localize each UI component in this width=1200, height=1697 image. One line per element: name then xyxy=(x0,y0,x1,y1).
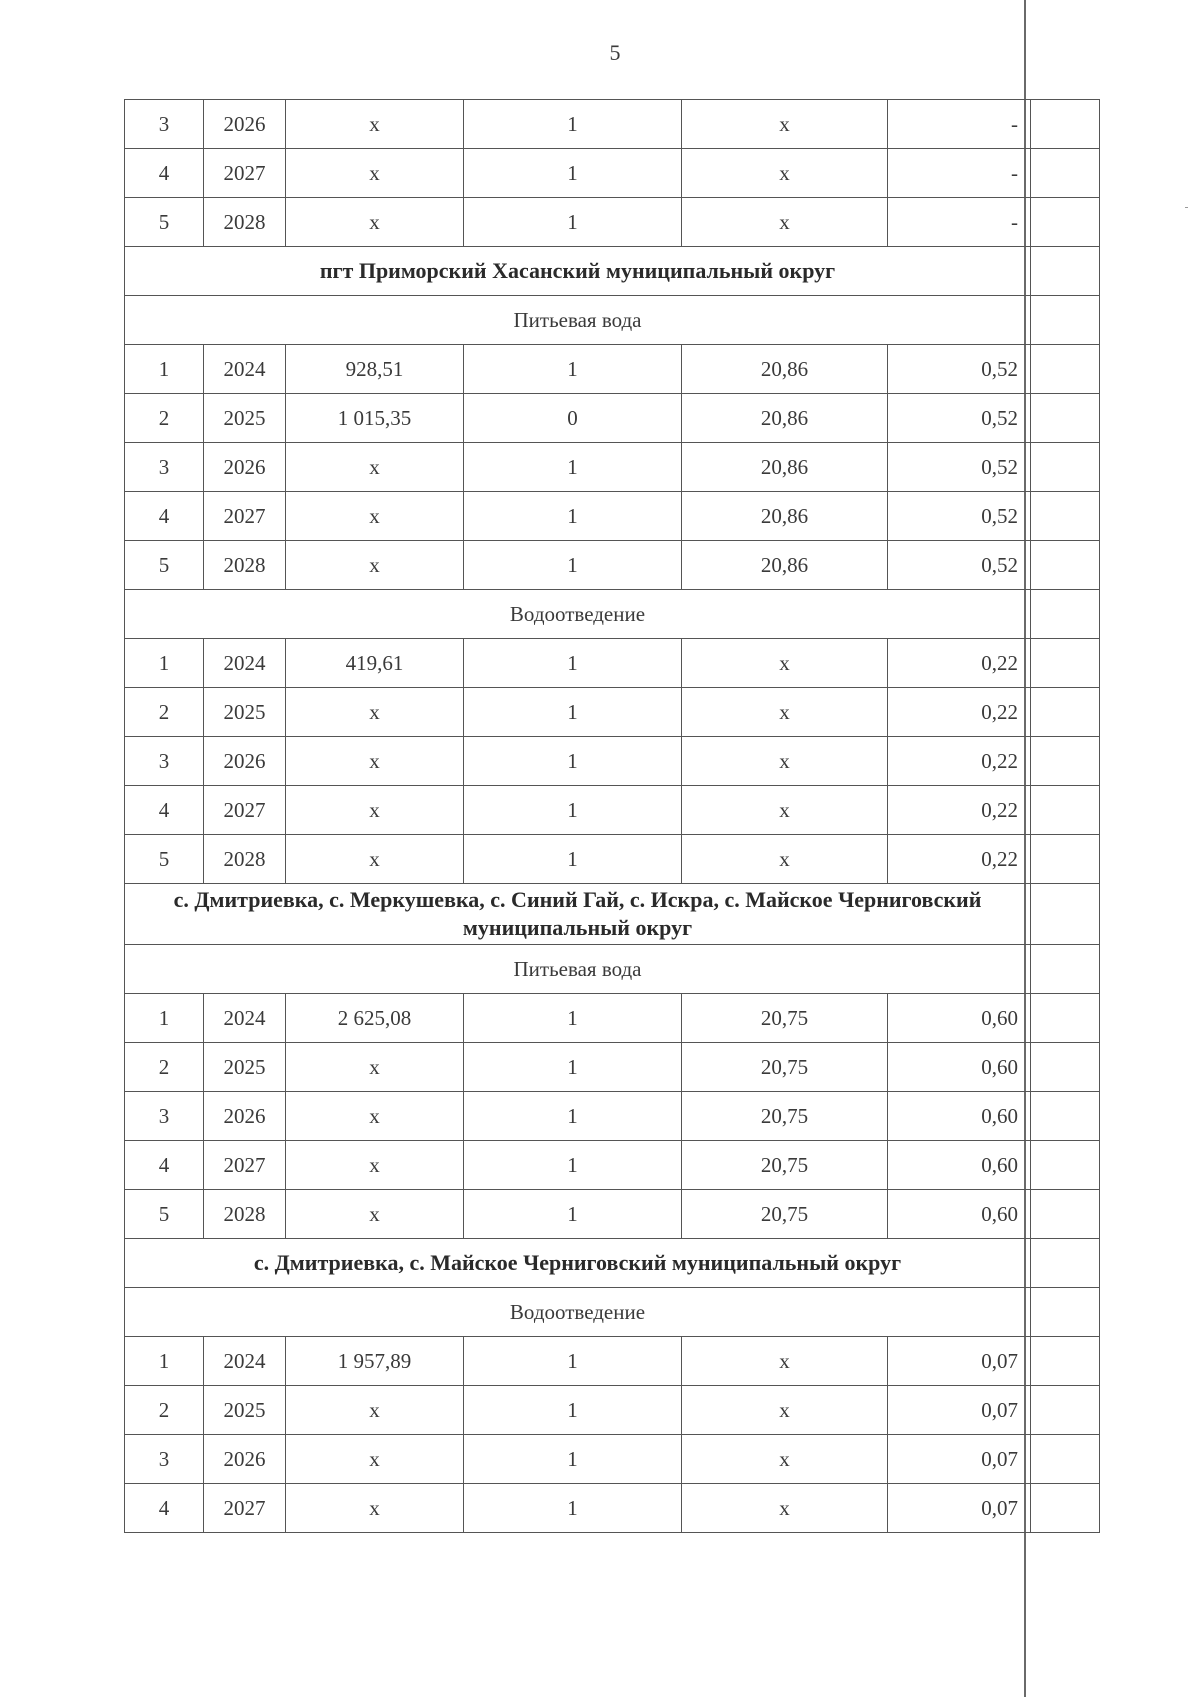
share-cell: 0,52 xyxy=(888,443,1031,492)
share-cell: 0,52 xyxy=(888,394,1031,443)
tariff-table xyxy=(124,99,1100,1533)
table-row xyxy=(125,1337,1100,1386)
indicator-cell: 1 xyxy=(464,1141,682,1190)
value-cell: x xyxy=(286,443,464,492)
stub-cell xyxy=(1031,394,1100,443)
indicator-cell: 1 xyxy=(464,639,682,688)
indicator-cell: 0 xyxy=(464,394,682,443)
row-number-cell: 3 xyxy=(125,100,204,149)
section-heading: пгт Приморский Хасанский муниципальный округ xyxy=(125,247,1031,296)
table-row xyxy=(125,688,1100,737)
stub-cell xyxy=(1031,1386,1100,1435)
stub-cell xyxy=(1031,443,1100,492)
year-cell: 2024 xyxy=(204,994,286,1043)
row-number-cell: 4 xyxy=(125,492,204,541)
year-cell: 2025 xyxy=(204,394,286,443)
share-cell: 0,07 xyxy=(888,1484,1031,1533)
table-row xyxy=(125,786,1100,835)
table-row xyxy=(125,1092,1100,1141)
year-cell: 2024 xyxy=(204,1337,286,1386)
subsection-heading: Водоотведение xyxy=(125,590,1031,639)
subsection-heading: Питьевая вода xyxy=(125,296,1031,345)
stub-cell xyxy=(1031,247,1100,296)
rate-cell: x xyxy=(682,1484,888,1533)
year-cell: 2026 xyxy=(204,100,286,149)
share-cell: 0,07 xyxy=(888,1386,1031,1435)
rate-cell: 20,75 xyxy=(682,1043,888,1092)
year-cell: 2027 xyxy=(204,786,286,835)
value-cell: x xyxy=(286,541,464,590)
stub-cell xyxy=(1031,639,1100,688)
share-cell: 0,52 xyxy=(888,345,1031,394)
share-cell: 0,22 xyxy=(888,688,1031,737)
year-cell: 2028 xyxy=(204,835,286,884)
rate-cell: x xyxy=(682,786,888,835)
rate-cell: 20,75 xyxy=(682,1190,888,1239)
stub-cell xyxy=(1031,590,1100,639)
year-cell: 2028 xyxy=(204,198,286,247)
value-cell: 2 625,08 xyxy=(286,994,464,1043)
year-cell: 2025 xyxy=(204,1386,286,1435)
indicator-cell: 1 xyxy=(464,737,682,786)
row-number-cell: 1 xyxy=(125,639,204,688)
stub-cell xyxy=(1031,835,1100,884)
value-cell: x xyxy=(286,492,464,541)
indicator-cell: 1 xyxy=(464,492,682,541)
stub-cell xyxy=(1031,1288,1100,1337)
rate-cell: 20,75 xyxy=(682,994,888,1043)
share-cell: 0,07 xyxy=(888,1435,1031,1484)
row-number-cell: 4 xyxy=(125,1141,204,1190)
section-heading-row xyxy=(125,884,1100,945)
stub-cell xyxy=(1031,541,1100,590)
year-cell: 2024 xyxy=(204,639,286,688)
table-row xyxy=(125,492,1100,541)
rate-cell: x xyxy=(682,1386,888,1435)
stub-cell xyxy=(1031,1141,1100,1190)
indicator-cell: 1 xyxy=(464,1337,682,1386)
row-number-cell: 4 xyxy=(125,1484,204,1533)
indicator-cell: 1 xyxy=(464,688,682,737)
row-number-cell: 3 xyxy=(125,1435,204,1484)
year-cell: 2026 xyxy=(204,443,286,492)
scan-speck xyxy=(1185,207,1188,208)
row-number-cell: 5 xyxy=(125,1190,204,1239)
indicator-cell: 1 xyxy=(464,1043,682,1092)
section-heading: с. Дмитриевка, с. Майское Черниговский муниципальный округ xyxy=(125,1239,1031,1288)
share-cell: - xyxy=(888,198,1031,247)
subsection-row xyxy=(125,945,1100,994)
stub-cell xyxy=(1031,737,1100,786)
table-row xyxy=(125,1141,1100,1190)
indicator-cell: 1 xyxy=(464,1386,682,1435)
value-cell: x xyxy=(286,1190,464,1239)
share-cell: 0,22 xyxy=(888,835,1031,884)
row-number-cell: 2 xyxy=(125,688,204,737)
stub-cell xyxy=(1031,1190,1100,1239)
value-cell: x xyxy=(286,688,464,737)
stub-cell xyxy=(1031,345,1100,394)
table-row xyxy=(125,345,1100,394)
year-cell: 2027 xyxy=(204,1484,286,1533)
value-cell: x xyxy=(286,786,464,835)
year-cell: 2024 xyxy=(204,345,286,394)
value-cell: x xyxy=(286,1043,464,1092)
section-heading-row xyxy=(125,1239,1100,1288)
table-row xyxy=(125,639,1100,688)
table-row xyxy=(125,835,1100,884)
table-row xyxy=(125,737,1100,786)
section-heading-row xyxy=(125,247,1100,296)
indicator-cell: 1 xyxy=(464,541,682,590)
share-cell: 0,22 xyxy=(888,737,1031,786)
share-cell: 0,52 xyxy=(888,492,1031,541)
value-cell: x xyxy=(286,1435,464,1484)
share-cell: - xyxy=(888,149,1031,198)
row-number-cell: 4 xyxy=(125,786,204,835)
stub-cell xyxy=(1031,1435,1100,1484)
stub-cell xyxy=(1031,296,1100,345)
rate-cell: x xyxy=(682,639,888,688)
share-cell: 0,52 xyxy=(888,541,1031,590)
value-cell: 1 957,89 xyxy=(286,1337,464,1386)
year-cell: 2028 xyxy=(204,541,286,590)
row-number-cell: 1 xyxy=(125,994,204,1043)
share-cell: 0,22 xyxy=(888,639,1031,688)
indicator-cell: 1 xyxy=(464,198,682,247)
table-body xyxy=(125,100,1100,1533)
page-number: 5 xyxy=(609,40,621,65)
value-cell: x xyxy=(286,1141,464,1190)
rate-cell: x xyxy=(682,688,888,737)
share-cell: 0,60 xyxy=(888,1190,1031,1239)
rate-cell: x xyxy=(682,1435,888,1484)
row-number-cell: 1 xyxy=(125,1337,204,1386)
rate-cell: 20,86 xyxy=(682,443,888,492)
year-cell: 2028 xyxy=(204,1190,286,1239)
rate-cell: x xyxy=(682,835,888,884)
stub-cell xyxy=(1031,492,1100,541)
year-cell: 2027 xyxy=(204,149,286,198)
table-row xyxy=(125,443,1100,492)
year-cell: 2025 xyxy=(204,1043,286,1092)
subsection-row xyxy=(125,296,1100,345)
rate-cell: 20,86 xyxy=(682,541,888,590)
year-cell: 2025 xyxy=(204,688,286,737)
value-cell: x xyxy=(286,737,464,786)
rate-cell: 20,86 xyxy=(682,394,888,443)
subsection-row xyxy=(125,590,1100,639)
value-cell: x xyxy=(286,100,464,149)
rate-cell: 20,86 xyxy=(682,492,888,541)
stub-cell xyxy=(1031,1043,1100,1092)
share-cell: 0,22 xyxy=(888,786,1031,835)
value-cell: 928,51 xyxy=(286,345,464,394)
row-number-cell: 5 xyxy=(125,541,204,590)
row-number-cell: 5 xyxy=(125,198,204,247)
value-cell: 419,61 xyxy=(286,639,464,688)
rate-cell: 20,86 xyxy=(682,345,888,394)
table-row xyxy=(125,149,1100,198)
stub-cell xyxy=(1031,994,1100,1043)
rate-cell: 20,75 xyxy=(682,1141,888,1190)
stub-cell xyxy=(1031,1092,1100,1141)
table-row xyxy=(125,994,1100,1043)
value-cell: x xyxy=(286,1484,464,1533)
year-cell: 2027 xyxy=(204,1141,286,1190)
year-cell: 2026 xyxy=(204,1435,286,1484)
share-cell: - xyxy=(888,100,1031,149)
stub-cell xyxy=(1031,1484,1100,1533)
stub-cell xyxy=(1031,884,1100,945)
row-number-cell: 3 xyxy=(125,1092,204,1141)
rate-cell: x xyxy=(682,100,888,149)
table-row xyxy=(125,100,1100,149)
row-number-cell: 3 xyxy=(125,737,204,786)
table-row xyxy=(125,1484,1100,1533)
stub-cell xyxy=(1031,786,1100,835)
stub-cell xyxy=(1031,1337,1100,1386)
stub-cell xyxy=(1031,149,1100,198)
indicator-cell: 1 xyxy=(464,1435,682,1484)
row-number-cell: 5 xyxy=(125,835,204,884)
year-cell: 2026 xyxy=(204,737,286,786)
rate-cell: x xyxy=(682,1337,888,1386)
indicator-cell: 1 xyxy=(464,149,682,198)
table-row xyxy=(125,1190,1100,1239)
value-cell: x xyxy=(286,149,464,198)
indicator-cell: 1 xyxy=(464,786,682,835)
indicator-cell: 1 xyxy=(464,1092,682,1141)
share-cell: 0,60 xyxy=(888,1092,1031,1141)
value-cell: x xyxy=(286,835,464,884)
row-number-cell: 2 xyxy=(125,1043,204,1092)
table-row xyxy=(125,541,1100,590)
table-row xyxy=(125,198,1100,247)
rate-cell: x xyxy=(682,198,888,247)
share-cell: 0,60 xyxy=(888,994,1031,1043)
subsection-heading: Питьевая вода xyxy=(125,945,1031,994)
subsection-row xyxy=(125,1288,1100,1337)
row-number-cell: 2 xyxy=(125,1386,204,1435)
row-number-cell: 2 xyxy=(125,394,204,443)
indicator-cell: 1 xyxy=(464,835,682,884)
row-number-cell: 4 xyxy=(125,149,204,198)
value-cell: x xyxy=(286,1092,464,1141)
table-row xyxy=(125,1386,1100,1435)
year-cell: 2026 xyxy=(204,1092,286,1141)
indicator-cell: 1 xyxy=(464,1484,682,1533)
indicator-cell: 1 xyxy=(464,443,682,492)
rate-cell: 20,75 xyxy=(682,1092,888,1141)
year-cell: 2027 xyxy=(204,492,286,541)
stub-cell xyxy=(1031,688,1100,737)
row-number-cell: 3 xyxy=(125,443,204,492)
table-row xyxy=(125,394,1100,443)
stub-cell xyxy=(1031,100,1100,149)
rate-cell: x xyxy=(682,737,888,786)
share-cell: 0,07 xyxy=(888,1337,1031,1386)
section-heading: с. Дмитриевка, с. Меркушевка, с. Синий Гай, с. Искра, с. Майское Черниговский муниципальный округ xyxy=(125,884,1031,945)
value-cell: 1 015,35 xyxy=(286,394,464,443)
indicator-cell: 1 xyxy=(464,994,682,1043)
indicator-cell: 1 xyxy=(464,100,682,149)
stub-cell xyxy=(1031,945,1100,994)
indicator-cell: 1 xyxy=(464,345,682,394)
stub-cell xyxy=(1031,198,1100,247)
share-cell: 0,60 xyxy=(888,1043,1031,1092)
share-cell: 0,60 xyxy=(888,1141,1031,1190)
rate-cell: x xyxy=(682,149,888,198)
value-cell: x xyxy=(286,198,464,247)
value-cell: x xyxy=(286,1386,464,1435)
table-row xyxy=(125,1043,1100,1092)
table-row xyxy=(125,1435,1100,1484)
subsection-heading: Водоотведение xyxy=(125,1288,1031,1337)
stub-cell xyxy=(1031,1239,1100,1288)
indicator-cell: 1 xyxy=(464,1190,682,1239)
row-number-cell: 1 xyxy=(125,345,204,394)
